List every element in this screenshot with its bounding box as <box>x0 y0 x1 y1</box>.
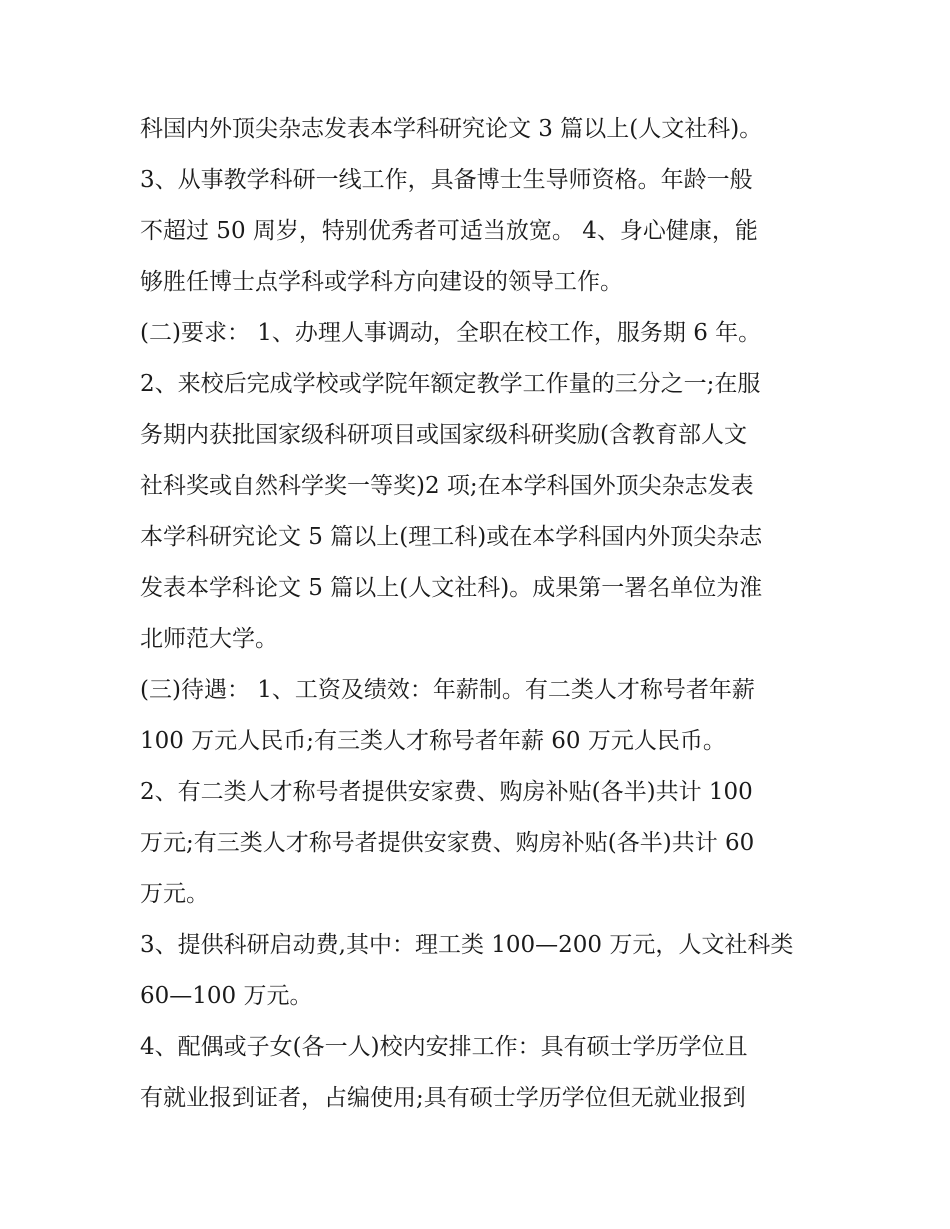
text-line: 够胜任博士点学科或学科方向建设的领导工作。 <box>140 269 623 295</box>
text-line: 务期内获批国家级科研项目或国家级科研奖励(含教育部人文 <box>140 422 747 448</box>
text-line: 万元。 <box>140 881 209 907</box>
text-line: (二)要求： 1、办理人事调动，全职在校工作，服务期 6 年。 <box>140 320 762 346</box>
text-line: 2、有二类人才称号者提供安家费、购房补贴(各半)共计 100 <box>140 779 753 805</box>
text-line: 3、提供科研启动费,其中：理工类 100—200 万元，人文社科类 <box>140 932 794 958</box>
text-line: 发表本学科论文 5 篇以上(人文社科)。成果第一署名单位为淮 <box>140 575 763 601</box>
text-line: 万元;有三类人才称号者提供安家费、购房补贴(各半)共计 60 <box>140 830 755 856</box>
text-line: 100 万元人民币;有三类人才称号者年薪 60 万元人民币。 <box>140 728 726 754</box>
document-body <box>140 104 820 1124</box>
text-line: 4、配偶或子女(各一人)校内安排工作：具有硕士学历学位且 <box>140 1034 748 1060</box>
text-line: 2、来校后完成学校或学院年额定教学工作量的三分之一;在服 <box>140 371 761 397</box>
text-line: 科国内外顶尖杂志发表本学科研究论文 3 篇以上(人文社科)。 <box>140 116 763 142</box>
text-line: 3、从事教学科研一线工作，具备博士生导师资格。年龄一般 <box>140 167 753 193</box>
text-line: 北师范大学。 <box>140 626 278 652</box>
text-line: 不超过 50 周岁，特别优秀者可适当放宽。 4、身心健康，能 <box>140 218 758 244</box>
text-line: 本学科研究论文 5 篇以上(理工科)或在本学科国内外顶尖杂志 <box>140 524 763 550</box>
text-line: (三)待遇： 1、工资及绩效：年薪制。有二类人才称号者年薪 <box>140 677 755 703</box>
text-line: 有就业报到证者，占编使用;具有硕士学历学位但无就业报到 <box>140 1085 746 1111</box>
text-line: 60—100 万元。 <box>140 983 313 1009</box>
text-line: 社科奖或自然科学奖一等奖)2 项;在本学科国外顶尖杂志发表 <box>140 473 754 499</box>
